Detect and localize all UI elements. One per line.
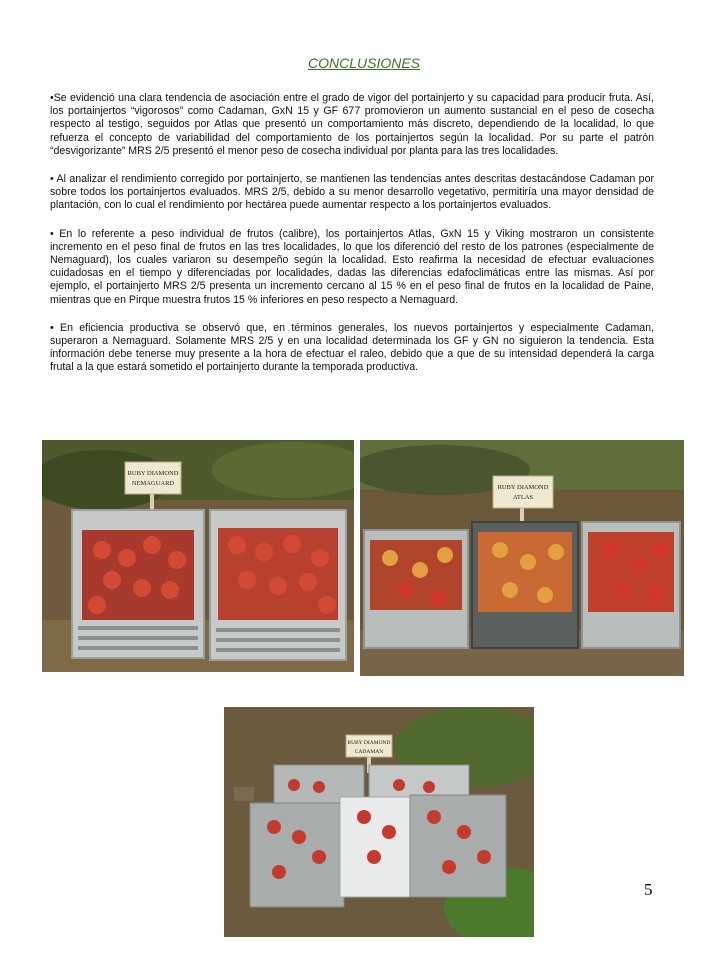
sign-rootstock-text: NEMAGUARD	[131, 480, 175, 487]
crate-right	[582, 522, 680, 648]
sign-variety-text: RUBY DIAMOND	[497, 484, 549, 491]
conclusions-text	[50, 92, 654, 438]
photo-nemaguard-crates	[42, 440, 354, 672]
photo-cadaman-crates	[224, 707, 534, 937]
page-number: 5	[644, 880, 653, 899]
sign-rootstock-text: CADAMAN	[354, 749, 384, 755]
crate-front-row	[250, 795, 506, 907]
crate-middle	[472, 522, 578, 648]
sign-rootstock-text: ATLAS	[512, 494, 534, 501]
photo-atlas-crates	[360, 440, 684, 676]
sign-variety-text: RUBY DIAMOND	[347, 740, 391, 746]
page-title: CONCLUSIONES	[307, 55, 421, 71]
sign-variety-text: RUBY DIAMOND	[127, 470, 179, 477]
crate-left	[364, 530, 468, 648]
paragraph-vigor: •Se evidenció una clara tendencia de asociación entre el grado de vigor del portainjerto y su capacidad para producir fruta. Así, los portainjertos “vigorosos” como Cadaman, GxN 15 y GF 677 promovieron un aumento sustancial en el peso de cosecha respecto al testigo, seguidos por Atlas que presentó un comportamiento más discreto, dependiendo de la localidad, lo que refuerza el concepto de variabilidad del comportamiento de los portainjertos según la localidad. Por su parte el patrón “desvigorizante” MRS 2/5 presentó el menor peso de cosecha individual por planta para las tres localidades.	[50, 92, 654, 157]
paragraph-efficiency: • En eficiencia productiva se observó que, en términos generales, los nuevos portainjertos y especialmente Cadaman, superaron a Nemaguard. Solamente MRS 2/5 y en una localidad determinada los GF y GN no siguieron la tendencia. Esta información debe tenerse muy presente a la hora de efectuar el raleo, debido que a que de su intensidad dependerá la carga frutal a la que estará sometido el portainjerto durante la temporada productiva.	[50, 321, 654, 374]
paragraph-yield: • Al analizar el rendimiento corregido por portainjerto, se mantienen las tendencias antes descritas destacándose Cadaman por sobre todos los portainjertos evaluados. MRS 2/5, debido a su menor desarrollo vegetativo, permitiría una mayor densidad de plantación, con lo cual el rendimiento por hectárea puede aumentar respecto a los portainjertos evaluados.	[50, 173, 654, 212]
paragraph-fruit-size: • En lo referente a peso individual de frutos (calibre), los portainjertos Atlas, GxN 15 y Viking mostraron un consistente incremento en el peso final de frutos en las tres localidades, lo que los diferenció del resto de los patrones (especialmente de Nemaguard), los cuales variaron su desempeño según la localidad. Esto reafirma la necesidad de efectuar evaluaciones cuidadosas en el tiempo y diferenciadas por localidades, dadas las diferencias edafoclimáticas entre las mismas. Así por ejemplo, el portainjerto MRS 2/5 presenta un incremento cercano al 15 % en el peso final de frutos en la localidad de Paine, mientras que en Pirque muestra frutos 15 % inferiores en peso respecto a Nemaguard.	[50, 227, 654, 306]
